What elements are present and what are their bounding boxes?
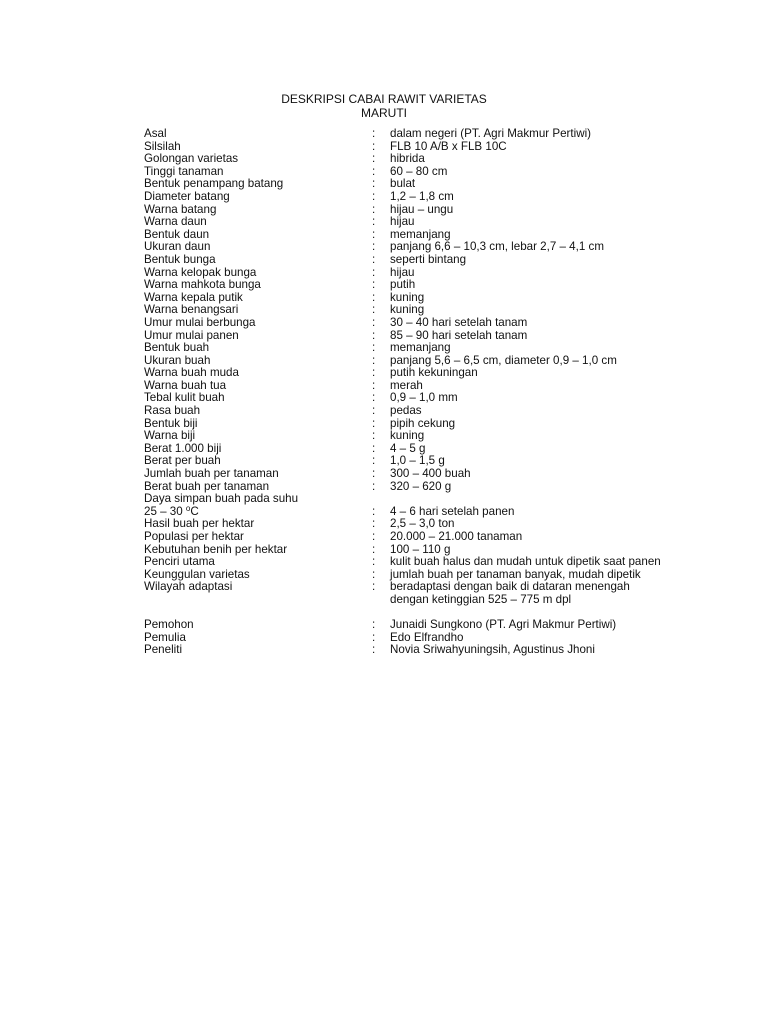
spec-row bbox=[144, 405, 704, 418]
spec-separator: : bbox=[372, 542, 376, 556]
spec-value: seperti bintang bbox=[390, 252, 467, 266]
spec-row bbox=[144, 128, 704, 141]
spec-value: kuning bbox=[390, 303, 425, 317]
spec-separator: : bbox=[372, 555, 376, 569]
spec-table bbox=[144, 128, 704, 657]
spec-separator: : bbox=[372, 202, 376, 216]
spec-row bbox=[144, 292, 704, 305]
spec-separator: : bbox=[372, 404, 376, 418]
spec-separator: : bbox=[372, 580, 376, 594]
spec-label: Ukuran buah bbox=[144, 354, 211, 367]
spec-label: Warna daun bbox=[144, 216, 207, 229]
spec-separator: : bbox=[372, 152, 376, 166]
spec-separator: : bbox=[372, 567, 376, 581]
spec-separator: : bbox=[372, 378, 376, 392]
spec-separator: : bbox=[372, 366, 376, 380]
spec-separator: : bbox=[372, 467, 376, 481]
spec-label: Pemulia bbox=[144, 631, 186, 644]
spec-label: Bentuk buah bbox=[144, 342, 210, 355]
spec-value: pipih cekung bbox=[390, 416, 456, 430]
spec-label: Warna biji bbox=[144, 430, 196, 443]
spec-row bbox=[144, 644, 704, 657]
spec-separator: : bbox=[372, 240, 376, 254]
spec-value: hijau – ungu bbox=[390, 202, 454, 216]
spec-value: hijau bbox=[390, 265, 415, 279]
spec-label: Warna buah muda bbox=[144, 367, 239, 380]
degree-sign: o bbox=[185, 505, 191, 513]
spec-label bbox=[144, 506, 372, 519]
spec-separator: : bbox=[372, 353, 376, 367]
spec-label: Tinggi tanaman bbox=[144, 165, 224, 178]
spec-separator: : bbox=[372, 530, 376, 543]
spec-label: Warna kepala putik bbox=[144, 291, 243, 304]
spec-separator: : bbox=[372, 429, 376, 443]
spec-label: Warna mahkota bunga bbox=[144, 279, 261, 292]
spec-label: Silsilah bbox=[144, 140, 181, 153]
spec-value: putih bbox=[390, 278, 416, 292]
spec-row bbox=[144, 392, 704, 405]
spec-value: Novia Sriwahyuningsih, Agustinus Jhoni bbox=[390, 643, 595, 657]
spec-label: Diameter batang bbox=[144, 190, 230, 203]
spec-label: Warna batang bbox=[144, 203, 217, 216]
spec-label: Warna benangsari bbox=[144, 304, 239, 317]
spec-label: Wilayah adaptasi bbox=[144, 581, 233, 594]
spec-value: merah bbox=[390, 378, 423, 392]
spec-label: Peneliti bbox=[144, 644, 183, 657]
spec-row bbox=[144, 166, 704, 179]
spec-separator: : bbox=[372, 441, 376, 455]
spec-label: Daya simpan buah pada suhu bbox=[144, 493, 299, 506]
spec-label: Jumlah buah per tanaman bbox=[144, 468, 279, 481]
spec-label: Hasil buah per hektar bbox=[144, 518, 255, 531]
spec-row bbox=[144, 216, 704, 229]
spec-value: kuning bbox=[390, 290, 425, 304]
spec-value: kulit buah halus dan mudah untuk dipetik saat panen bbox=[390, 555, 661, 569]
spec-separator: : bbox=[372, 618, 376, 632]
spec-group-main bbox=[144, 128, 704, 493]
spec-value: 60 – 80 cm bbox=[390, 164, 448, 178]
spec-value: 1,2 – 1,8 cm bbox=[390, 189, 454, 203]
title-line-1: DESKRIPSI CABAI RAWIT VARIETAS bbox=[281, 92, 487, 106]
spec-group-yield bbox=[144, 518, 704, 581]
spec-separator: : bbox=[372, 504, 376, 518]
spec-value: 1,0 – 1,5 g bbox=[390, 454, 445, 468]
spec-value: panjang 5,6 – 6,5 cm, diameter 0,9 – 1,0 cm bbox=[390, 353, 617, 367]
spec-row-adaptation-cont bbox=[144, 594, 704, 607]
spec-value: 300 – 400 buah bbox=[390, 467, 471, 481]
spec-separator: : bbox=[372, 290, 376, 304]
document-title bbox=[0, 92, 768, 120]
spec-label: Umur mulai panen bbox=[144, 329, 239, 342]
spec-row bbox=[144, 191, 704, 204]
spec-row-storage-label bbox=[144, 493, 704, 506]
spec-row bbox=[144, 556, 704, 569]
temperature-unit: C bbox=[190, 505, 199, 518]
spec-row bbox=[144, 367, 704, 380]
spec-separator: : bbox=[372, 139, 376, 153]
spec-value: 100 – 110 g bbox=[390, 542, 451, 556]
spec-row bbox=[144, 317, 704, 330]
spec-label: Warna kelopak bunga bbox=[144, 266, 257, 279]
spec-separator: : bbox=[372, 252, 376, 266]
spec-value: 85 – 90 hari setelah tanam bbox=[390, 328, 528, 342]
spec-row bbox=[144, 619, 704, 632]
spec-row bbox=[144, 279, 704, 292]
spec-value: hijau bbox=[390, 215, 415, 229]
spec-row bbox=[144, 267, 704, 280]
spec-label: Populasi per hektar bbox=[144, 531, 244, 543]
spec-label: Bentuk biji bbox=[144, 417, 198, 430]
spec-row bbox=[144, 254, 704, 267]
spec-separator: : bbox=[372, 341, 376, 355]
spec-value: memanjang bbox=[390, 227, 451, 241]
spec-row bbox=[144, 204, 704, 217]
spec-label: Warna buah tua bbox=[144, 379, 227, 392]
temperature-range: 25 – 30 bbox=[144, 505, 186, 518]
spec-label: Keunggulan varietas bbox=[144, 568, 250, 581]
spec-label: Golongan varietas bbox=[144, 153, 239, 166]
spec-separator: : bbox=[372, 303, 376, 317]
spec-separator: : bbox=[372, 630, 376, 644]
spec-value: 4 – 5 g bbox=[390, 441, 426, 455]
spec-separator: : bbox=[372, 517, 376, 531]
spec-label: Pemohon bbox=[144, 619, 194, 632]
spec-separator: : bbox=[372, 265, 376, 279]
spec-value: 320 – 620 g bbox=[390, 479, 452, 493]
spec-label: Berat 1.000 biji bbox=[144, 442, 222, 455]
spec-value: dengan ketinggian 525 – 775 m dpl bbox=[390, 592, 572, 606]
spec-value: 2,5 – 3,0 ton bbox=[390, 517, 455, 531]
spec-value: memanjang bbox=[390, 341, 451, 355]
spec-value: 4 – 6 hari setelah panen bbox=[390, 504, 515, 518]
spec-label: Rasa buah bbox=[144, 405, 201, 418]
spec-row bbox=[144, 430, 704, 443]
spec-value: jumlah buah per tanaman banyak, mudah dipetik bbox=[390, 567, 641, 581]
spec-row bbox=[144, 342, 704, 355]
spec-label: Ukuran daun bbox=[144, 241, 211, 254]
spec-value: bulat bbox=[390, 177, 416, 191]
spec-group-people bbox=[144, 619, 704, 657]
spec-value: pedas bbox=[390, 404, 422, 418]
spec-row bbox=[144, 531, 704, 544]
spec-label: Bentuk bunga bbox=[144, 253, 216, 266]
spec-separator: : bbox=[372, 454, 376, 468]
spec-separator: : bbox=[372, 328, 376, 342]
spec-label: Bentuk penampang batang bbox=[144, 178, 284, 191]
spec-label: Berat per buah bbox=[144, 455, 221, 468]
spec-separator: : bbox=[372, 164, 376, 178]
spec-row bbox=[144, 153, 704, 166]
spec-separator: : bbox=[372, 479, 376, 493]
spec-separator: : bbox=[372, 315, 376, 329]
spec-value: FLB 10 A/B x FLB 10C bbox=[390, 139, 507, 153]
spec-separator: : bbox=[372, 227, 376, 241]
spec-label: Asal bbox=[144, 128, 167, 140]
spec-value: 30 – 40 hari setelah tanam bbox=[390, 315, 528, 329]
spec-label: Tebal kulit buah bbox=[144, 392, 225, 405]
spec-label: Bentuk daun bbox=[144, 228, 210, 241]
spec-value: kuning bbox=[390, 429, 425, 443]
spec-separator: : bbox=[372, 391, 376, 405]
spec-value: Edo Elfrandho bbox=[390, 630, 464, 644]
spec-label: Berat buah per tanaman bbox=[144, 480, 270, 493]
spec-label: Kebutuhan benih per hektar bbox=[144, 543, 288, 556]
title-line-2: MARUTI bbox=[361, 106, 407, 120]
spec-value: dalam negeri (PT. Agri Makmur Pertiwi) bbox=[390, 127, 592, 140]
spec-separator: : bbox=[372, 215, 376, 229]
spec-value: beradaptasi dengan baik di dataran menengah bbox=[390, 580, 630, 594]
spec-separator: : bbox=[372, 177, 376, 191]
spec-separator: : bbox=[372, 189, 376, 203]
spec-value: panjang 6,6 – 10,3 cm, lebar 2,7 – 4,1 cm bbox=[390, 240, 604, 254]
spec-row bbox=[144, 418, 704, 431]
spec-separator: : bbox=[372, 416, 376, 430]
spec-value: Junaidi Sungkono (PT. Agri Makmur Pertiwi) bbox=[390, 618, 617, 632]
spec-value: putih kekuningan bbox=[390, 366, 478, 380]
spec-value: 20.000 – 21.000 tanaman bbox=[390, 530, 523, 543]
spec-row bbox=[144, 481, 704, 494]
spec-separator: : bbox=[372, 278, 376, 292]
spec-value: 0,9 – 1,0 mm bbox=[390, 391, 458, 405]
spec-value: hibrida bbox=[390, 152, 425, 166]
spec-separator: : bbox=[372, 643, 376, 657]
spec-row bbox=[144, 468, 704, 481]
spec-label: Umur mulai berbunga bbox=[144, 316, 256, 329]
spec-separator: : bbox=[372, 127, 376, 140]
spec-label: Penciri utama bbox=[144, 556, 215, 569]
